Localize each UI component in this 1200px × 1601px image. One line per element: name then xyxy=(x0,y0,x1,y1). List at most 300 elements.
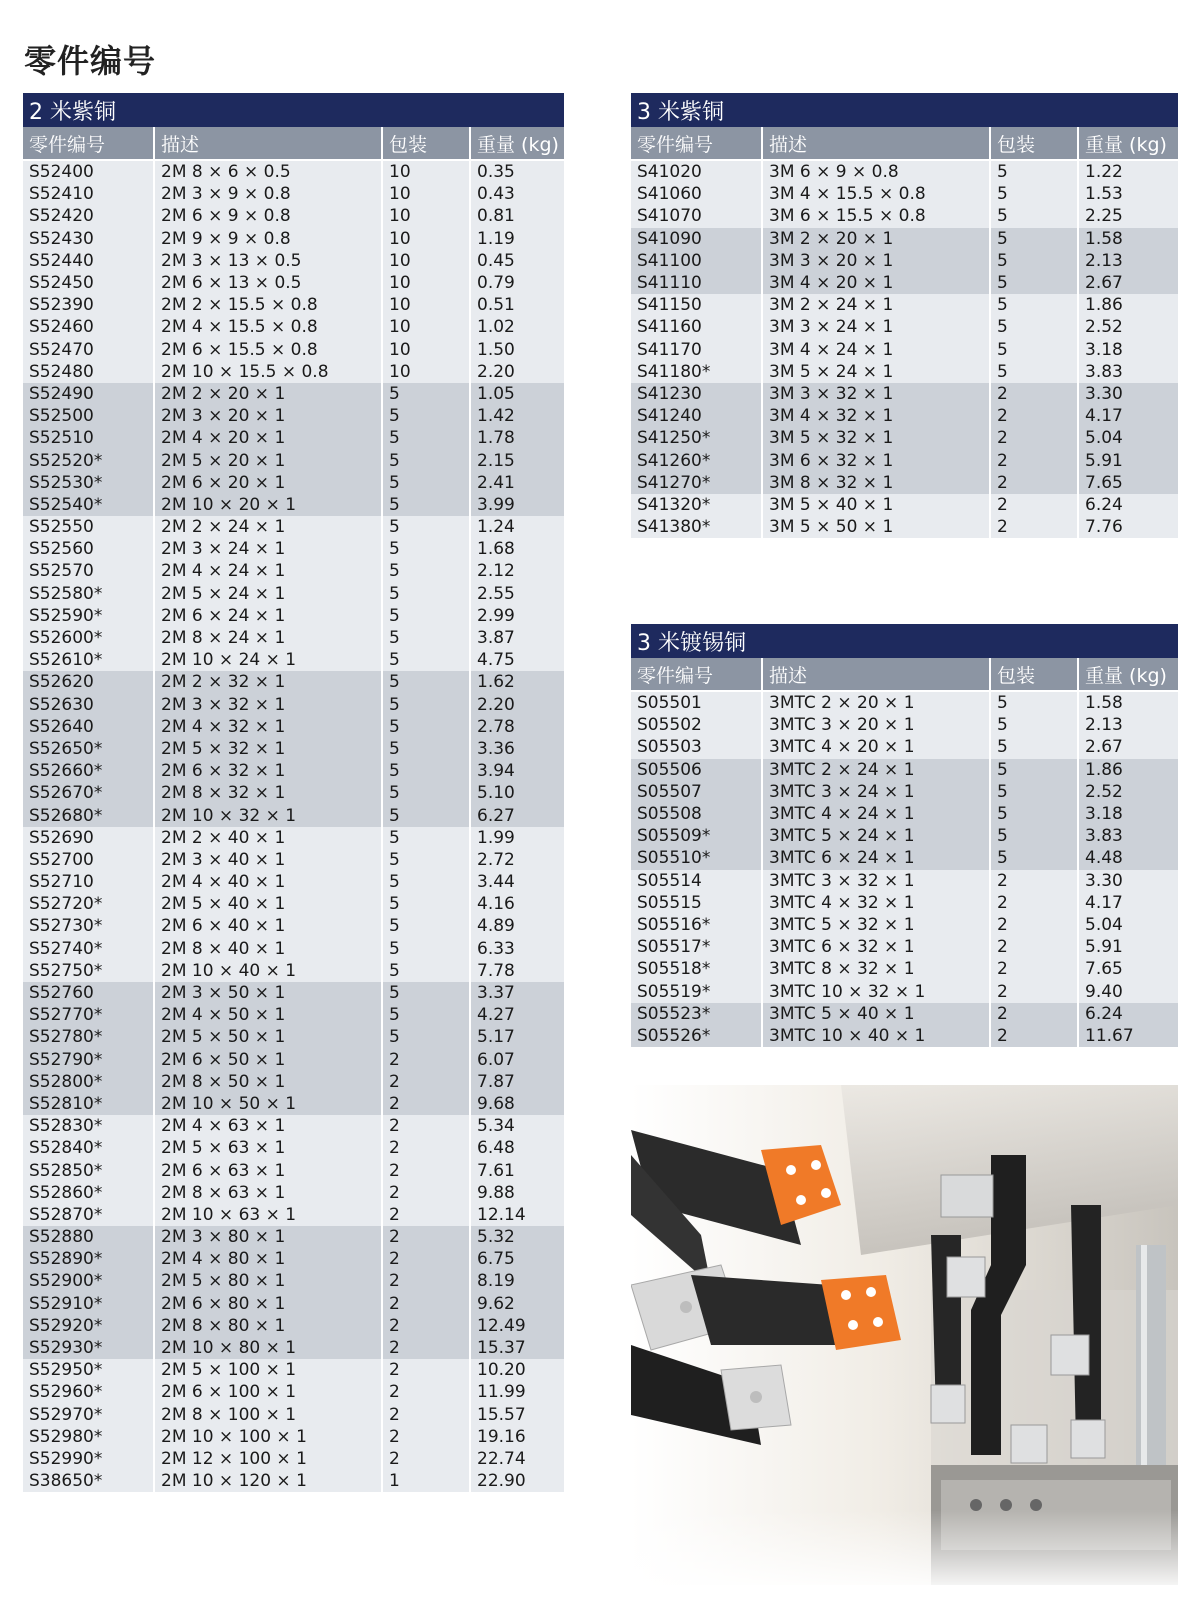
table-row xyxy=(23,1226,564,1248)
cell-part-number: S05517* xyxy=(631,936,762,958)
cell-weight: 5.10 xyxy=(470,782,564,804)
cell-description: 3MTC 8 × 32 × 1 xyxy=(762,958,990,980)
cell-weight: 6.75 xyxy=(470,1248,564,1270)
cell-part-number: S41110 xyxy=(631,272,762,294)
table-row xyxy=(23,383,564,405)
table-row xyxy=(631,160,1178,183)
cell-weight: 2.67 xyxy=(1078,272,1178,294)
cell-package: 2 xyxy=(990,449,1078,471)
cell-package: 5 xyxy=(990,294,1078,316)
cell-package: 5 xyxy=(382,472,470,494)
cell-description: 2M 5 × 40 × 1 xyxy=(154,893,382,915)
table-row xyxy=(23,1137,564,1159)
table-row xyxy=(23,1093,564,1115)
cell-weight: 22.90 xyxy=(470,1470,564,1492)
cell-part-number: S52680* xyxy=(23,804,154,826)
table-row xyxy=(631,825,1178,847)
table-row xyxy=(23,361,564,383)
cell-part-number: S52860* xyxy=(23,1182,154,1204)
cell-weight: 6.33 xyxy=(470,938,564,960)
cell-weight: 0.81 xyxy=(470,205,564,227)
table-row xyxy=(23,538,564,560)
cell-weight: 7.61 xyxy=(470,1159,564,1181)
cell-weight: 10.20 xyxy=(470,1359,564,1381)
cell-package: 2 xyxy=(382,1426,470,1448)
table-row xyxy=(631,361,1178,383)
table-row xyxy=(631,1003,1178,1025)
table-2m-copper xyxy=(23,93,564,1492)
table-row xyxy=(23,228,564,250)
cell-part-number: S52530* xyxy=(23,472,154,494)
cell-weight: 2.67 xyxy=(1078,736,1178,758)
cell-weight: 2.12 xyxy=(470,560,564,582)
cell-package: 1 xyxy=(382,1470,470,1492)
cell-package: 5 xyxy=(382,516,470,538)
cell-description: 3MTC 4 × 32 × 1 xyxy=(762,892,990,914)
table-row xyxy=(23,1359,564,1381)
table-row xyxy=(631,228,1178,250)
cell-package: 5 xyxy=(382,427,470,449)
cell-part-number: S52760 xyxy=(23,982,154,1004)
cell-description: 3M 5 × 32 × 1 xyxy=(762,427,990,449)
cell-weight: 2.41 xyxy=(470,472,564,494)
cell-description: 3M 5 × 40 × 1 xyxy=(762,494,990,516)
table-row xyxy=(23,671,564,693)
cell-part-number: S05518* xyxy=(631,958,762,980)
cell-package: 5 xyxy=(990,736,1078,758)
cell-package: 5 xyxy=(990,714,1078,736)
cell-package: 2 xyxy=(382,1337,470,1359)
cell-package: 5 xyxy=(382,849,470,871)
cell-description: 2M 10 × 20 × 1 xyxy=(154,494,382,516)
table-row xyxy=(631,427,1178,449)
cell-description: 2M 8 × 32 × 1 xyxy=(154,782,382,804)
cell-part-number: S52520* xyxy=(23,449,154,471)
table-row xyxy=(23,1270,564,1292)
cell-part-number: S41100 xyxy=(631,250,762,272)
cell-part-number: S41160 xyxy=(631,316,762,338)
table-row xyxy=(631,691,1178,714)
cell-weight: 15.57 xyxy=(470,1404,564,1426)
cell-package: 2 xyxy=(990,383,1078,405)
cell-part-number: S52790* xyxy=(23,1049,154,1071)
cell-part-number: S52850* xyxy=(23,1159,154,1181)
table-row xyxy=(23,449,564,471)
cell-weight: 3.44 xyxy=(470,871,564,893)
cell-part-number: S41020 xyxy=(631,160,762,183)
cell-description: 2M 8 × 80 × 1 xyxy=(154,1315,382,1337)
cell-weight: 4.27 xyxy=(470,1004,564,1026)
cell-description: 3MTC 4 × 20 × 1 xyxy=(762,736,990,758)
table-row xyxy=(23,1182,564,1204)
cell-description: 2M 6 × 9 × 0.8 xyxy=(154,205,382,227)
cell-description: 2M 6 × 40 × 1 xyxy=(154,915,382,937)
cell-weight: 3.30 xyxy=(1078,870,1178,892)
cell-description: 2M 6 × 63 × 1 xyxy=(154,1159,382,1181)
col-header-part: 零件编号 xyxy=(631,127,762,160)
cell-package: 5 xyxy=(382,871,470,893)
cell-package: 2 xyxy=(382,1071,470,1093)
cell-description: 2M 3 × 32 × 1 xyxy=(154,694,382,716)
cell-description: 2M 6 × 80 × 1 xyxy=(154,1293,382,1315)
cell-weight: 22.74 xyxy=(470,1448,564,1470)
col-header-weight: 重量 (kg) xyxy=(1078,658,1178,691)
cell-package: 2 xyxy=(990,516,1078,538)
cell-description: 3MTC 6 × 32 × 1 xyxy=(762,936,990,958)
cell-package: 2 xyxy=(990,892,1078,914)
cell-package: 5 xyxy=(990,847,1078,869)
cell-part-number: S52900* xyxy=(23,1270,154,1292)
table-row xyxy=(23,1448,564,1470)
cell-part-number: S05523* xyxy=(631,1003,762,1025)
table-row xyxy=(631,205,1178,227)
table-row xyxy=(631,958,1178,980)
table-row xyxy=(631,449,1178,471)
cell-part-number: S52800* xyxy=(23,1071,154,1093)
cell-package: 2 xyxy=(382,1270,470,1292)
table-row xyxy=(23,405,564,427)
table-row xyxy=(23,1004,564,1026)
table-row xyxy=(23,871,564,893)
cell-part-number: S05514 xyxy=(631,870,762,892)
cell-weight: 2.20 xyxy=(470,694,564,716)
table-row xyxy=(23,250,564,272)
table-row xyxy=(631,847,1178,869)
cell-weight: 5.91 xyxy=(1078,449,1178,471)
cell-description: 2M 10 × 100 × 1 xyxy=(154,1426,382,1448)
cell-description: 2M 3 × 24 × 1 xyxy=(154,538,382,560)
table-row xyxy=(23,160,564,183)
cell-weight: 1.19 xyxy=(470,228,564,250)
cell-description: 2M 8 × 24 × 1 xyxy=(154,627,382,649)
cell-part-number: S05508 xyxy=(631,803,762,825)
cell-weight: 9.68 xyxy=(470,1093,564,1115)
cell-package: 5 xyxy=(382,827,470,849)
table-row xyxy=(631,781,1178,803)
cell-description: 2M 3 × 20 × 1 xyxy=(154,405,382,427)
cell-part-number: S52910* xyxy=(23,1293,154,1315)
cell-weight: 2.52 xyxy=(1078,316,1178,338)
cell-weight: 7.78 xyxy=(470,960,564,982)
cell-package: 5 xyxy=(382,649,470,671)
cell-weight: 11.67 xyxy=(1078,1025,1178,1047)
cell-part-number: S52570 xyxy=(23,560,154,582)
cell-weight: 2.72 xyxy=(470,849,564,871)
cell-part-number: S52630 xyxy=(23,694,154,716)
cell-weight: 2.13 xyxy=(1078,250,1178,272)
table-3m-copper xyxy=(631,93,1178,538)
cell-part-number: S41260* xyxy=(631,449,762,471)
cell-package: 5 xyxy=(382,893,470,915)
cell-weight: 4.89 xyxy=(470,915,564,937)
cell-part-number: S52710 xyxy=(23,871,154,893)
cell-weight: 12.49 xyxy=(470,1315,564,1337)
cell-weight: 19.16 xyxy=(470,1426,564,1448)
cell-description: 2M 10 × 63 × 1 xyxy=(154,1204,382,1226)
table-row xyxy=(23,893,564,915)
table-row xyxy=(23,339,564,361)
cell-part-number: S52920* xyxy=(23,1315,154,1337)
table-row xyxy=(23,560,564,582)
cell-package: 5 xyxy=(382,738,470,760)
cell-part-number: S52890* xyxy=(23,1248,154,1270)
cell-package: 10 xyxy=(382,183,470,205)
cell-package: 2 xyxy=(382,1315,470,1337)
cell-description: 2M 6 × 13 × 0.5 xyxy=(154,272,382,294)
cell-part-number: S05501 xyxy=(631,691,762,714)
cell-package: 2 xyxy=(382,1182,470,1204)
cell-package: 5 xyxy=(382,605,470,627)
cell-part-number: S41240 xyxy=(631,405,762,427)
cell-weight: 7.65 xyxy=(1078,958,1178,980)
col-header-weight: 重量 (kg) xyxy=(1078,127,1178,160)
cell-package: 5 xyxy=(990,825,1078,847)
cell-weight: 3.99 xyxy=(470,494,564,516)
cell-description: 2M 8 × 63 × 1 xyxy=(154,1182,382,1204)
cell-weight: 9.62 xyxy=(470,1293,564,1315)
table-row xyxy=(631,316,1178,338)
cell-package: 5 xyxy=(990,183,1078,205)
cell-description: 2M 6 × 20 × 1 xyxy=(154,472,382,494)
cell-part-number: S52430 xyxy=(23,228,154,250)
cell-package: 10 xyxy=(382,205,470,227)
cell-package: 2 xyxy=(382,1204,470,1226)
cell-description: 3MTC 2 × 20 × 1 xyxy=(762,691,990,714)
cell-part-number: S52410 xyxy=(23,183,154,205)
cell-description: 3MTC 5 × 40 × 1 xyxy=(762,1003,990,1025)
cell-package: 10 xyxy=(382,228,470,250)
cell-weight: 1.78 xyxy=(470,427,564,449)
cell-description: 2M 10 × 80 × 1 xyxy=(154,1337,382,1359)
cell-description: 2M 4 × 20 × 1 xyxy=(154,427,382,449)
cell-weight: 4.75 xyxy=(470,649,564,671)
cell-weight: 1.62 xyxy=(470,671,564,693)
cell-weight: 1.42 xyxy=(470,405,564,427)
cell-package: 5 xyxy=(990,759,1078,781)
table-row xyxy=(631,936,1178,958)
cell-package: 5 xyxy=(382,583,470,605)
cell-weight: 0.35 xyxy=(470,160,564,183)
table-row xyxy=(23,694,564,716)
cell-part-number: S41250* xyxy=(631,427,762,449)
table-row xyxy=(631,736,1178,758)
cell-package: 2 xyxy=(990,936,1078,958)
cell-weight: 7.65 xyxy=(1078,472,1178,494)
table-row xyxy=(23,272,564,294)
cell-part-number: S52720* xyxy=(23,893,154,915)
cell-part-number: S41060 xyxy=(631,183,762,205)
cell-weight: 1.58 xyxy=(1078,228,1178,250)
table-row xyxy=(23,804,564,826)
table-row xyxy=(23,716,564,738)
cell-weight: 3.30 xyxy=(1078,383,1178,405)
table-row xyxy=(631,383,1178,405)
table-row xyxy=(631,250,1178,272)
cell-part-number: S52390 xyxy=(23,294,154,316)
table-row xyxy=(631,1025,1178,1047)
table-row xyxy=(23,827,564,849)
cell-description: 3M 4 × 24 × 1 xyxy=(762,339,990,361)
cell-package: 5 xyxy=(382,716,470,738)
cell-part-number: S52470 xyxy=(23,339,154,361)
cell-part-number: S52490 xyxy=(23,383,154,405)
table-row xyxy=(631,759,1178,781)
cell-weight: 5.91 xyxy=(1078,936,1178,958)
cell-part-number: S52600* xyxy=(23,627,154,649)
cell-weight: 5.34 xyxy=(470,1115,564,1137)
cell-weight: 1.24 xyxy=(470,516,564,538)
cell-part-number: S52730* xyxy=(23,915,154,937)
table-row xyxy=(631,183,1178,205)
cell-part-number: S52750* xyxy=(23,960,154,982)
table-row xyxy=(23,1071,564,1093)
cell-package: 5 xyxy=(990,339,1078,361)
cell-package: 5 xyxy=(382,405,470,427)
cell-package: 5 xyxy=(382,938,470,960)
table-row xyxy=(23,494,564,516)
cell-description: 2M 5 × 80 × 1 xyxy=(154,1270,382,1292)
cell-weight: 4.17 xyxy=(1078,405,1178,427)
cell-description: 3M 8 × 32 × 1 xyxy=(762,472,990,494)
cell-description: 2M 4 × 15.5 × 0.8 xyxy=(154,316,382,338)
table-row xyxy=(23,1248,564,1270)
cell-weight: 1.99 xyxy=(470,827,564,849)
cell-description: 2M 3 × 13 × 0.5 xyxy=(154,250,382,272)
cell-weight: 9.88 xyxy=(470,1182,564,1204)
cell-package: 2 xyxy=(990,1003,1078,1025)
col-header-desc: 描述 xyxy=(154,127,382,160)
cell-weight: 5.32 xyxy=(470,1226,564,1248)
cell-weight: 11.99 xyxy=(470,1381,564,1403)
cell-part-number: S52670* xyxy=(23,782,154,804)
product-photo xyxy=(631,1085,1178,1585)
table-row xyxy=(631,980,1178,1002)
cell-weight: 2.13 xyxy=(1078,714,1178,736)
table-row xyxy=(631,339,1178,361)
cell-description: 3MTC 5 × 24 × 1 xyxy=(762,825,990,847)
cell-part-number: S52950* xyxy=(23,1359,154,1381)
cell-description: 2M 4 × 63 × 1 xyxy=(154,1115,382,1137)
table-row xyxy=(23,938,564,960)
cell-description: 2M 4 × 32 × 1 xyxy=(154,716,382,738)
cell-part-number: S05503 xyxy=(631,736,762,758)
cell-description: 2M 10 × 24 × 1 xyxy=(154,649,382,671)
cell-description: 2M 8 × 50 × 1 xyxy=(154,1071,382,1093)
cell-part-number: S41180* xyxy=(631,361,762,383)
cell-part-number: S52880 xyxy=(23,1226,154,1248)
cell-description: 2M 10 × 120 × 1 xyxy=(154,1470,382,1492)
table-row xyxy=(23,583,564,605)
cell-part-number: S41230 xyxy=(631,383,762,405)
cell-weight: 5.04 xyxy=(1078,427,1178,449)
cell-weight: 3.83 xyxy=(1078,825,1178,847)
table-row xyxy=(23,1115,564,1137)
cell-package: 5 xyxy=(382,960,470,982)
cell-package: 2 xyxy=(990,958,1078,980)
cell-package: 5 xyxy=(382,627,470,649)
cell-weight: 12.14 xyxy=(470,1204,564,1226)
cell-package: 2 xyxy=(990,472,1078,494)
cell-package: 5 xyxy=(990,272,1078,294)
cell-weight: 8.19 xyxy=(470,1270,564,1292)
cell-description: 2M 4 × 80 × 1 xyxy=(154,1248,382,1270)
cell-description: 3M 2 × 24 × 1 xyxy=(762,294,990,316)
cell-package: 2 xyxy=(382,1049,470,1071)
table-row xyxy=(23,1204,564,1226)
table-row xyxy=(23,849,564,871)
cell-weight: 4.17 xyxy=(1078,892,1178,914)
cell-part-number: S52830* xyxy=(23,1115,154,1137)
cell-weight: 7.76 xyxy=(1078,516,1178,538)
col-header-pack: 包装 xyxy=(382,127,470,160)
cell-weight: 2.55 xyxy=(470,583,564,605)
cell-description: 3M 5 × 50 × 1 xyxy=(762,516,990,538)
cell-package: 2 xyxy=(382,1159,470,1181)
table-row xyxy=(23,516,564,538)
cell-part-number: S52480 xyxy=(23,361,154,383)
cell-description: 2M 3 × 40 × 1 xyxy=(154,849,382,871)
cell-description: 2M 5 × 50 × 1 xyxy=(154,1026,382,1048)
cell-package: 10 xyxy=(382,361,470,383)
cell-description: 2M 4 × 50 × 1 xyxy=(154,1004,382,1026)
cell-package: 5 xyxy=(990,228,1078,250)
table-title: 2 米紫铜 xyxy=(23,93,564,127)
cell-part-number: S05502 xyxy=(631,714,762,736)
cell-description: 2M 12 × 100 × 1 xyxy=(154,1448,382,1470)
cell-weight: 6.27 xyxy=(470,804,564,826)
cell-package: 5 xyxy=(382,760,470,782)
cell-part-number: S05509* xyxy=(631,825,762,847)
col-header-pack: 包装 xyxy=(990,127,1078,160)
cell-package: 5 xyxy=(990,205,1078,227)
cell-part-number: S52660* xyxy=(23,760,154,782)
cell-description: 3MTC 5 × 32 × 1 xyxy=(762,914,990,936)
table-row xyxy=(631,294,1178,316)
cell-weight: 1.68 xyxy=(470,538,564,560)
cell-description: 2M 4 × 40 × 1 xyxy=(154,871,382,893)
cell-package: 5 xyxy=(382,449,470,471)
cell-part-number: S52500 xyxy=(23,405,154,427)
cell-package: 2 xyxy=(990,914,1078,936)
cell-description: 2M 5 × 100 × 1 xyxy=(154,1359,382,1381)
table-row xyxy=(631,803,1178,825)
cell-part-number: S52810* xyxy=(23,1093,154,1115)
table-row xyxy=(631,516,1178,538)
cell-part-number: S38650* xyxy=(23,1470,154,1492)
cell-description: 2M 6 × 24 × 1 xyxy=(154,605,382,627)
cell-package: 10 xyxy=(382,160,470,183)
col-header-pack: 包装 xyxy=(990,658,1078,691)
cell-package: 5 xyxy=(382,383,470,405)
table-row xyxy=(23,605,564,627)
cell-weight: 2.15 xyxy=(470,449,564,471)
cell-package: 10 xyxy=(382,250,470,272)
cell-weight: 3.87 xyxy=(470,627,564,649)
table-title: 3 米镀锡铜 xyxy=(631,624,1178,658)
cell-weight: 4.48 xyxy=(1078,847,1178,869)
table-row xyxy=(23,1026,564,1048)
cell-package: 5 xyxy=(382,494,470,516)
cell-part-number: S52960* xyxy=(23,1381,154,1403)
cell-description: 3MTC 10 × 32 × 1 xyxy=(762,980,990,1002)
cell-package: 5 xyxy=(382,782,470,804)
cell-description: 3M 3 × 32 × 1 xyxy=(762,383,990,405)
cell-weight: 3.36 xyxy=(470,738,564,760)
cell-description: 3M 5 × 24 × 1 xyxy=(762,361,990,383)
cell-description: 3MTC 10 × 40 × 1 xyxy=(762,1025,990,1047)
cell-package: 5 xyxy=(990,803,1078,825)
cell-description: 2M 8 × 40 × 1 xyxy=(154,938,382,960)
